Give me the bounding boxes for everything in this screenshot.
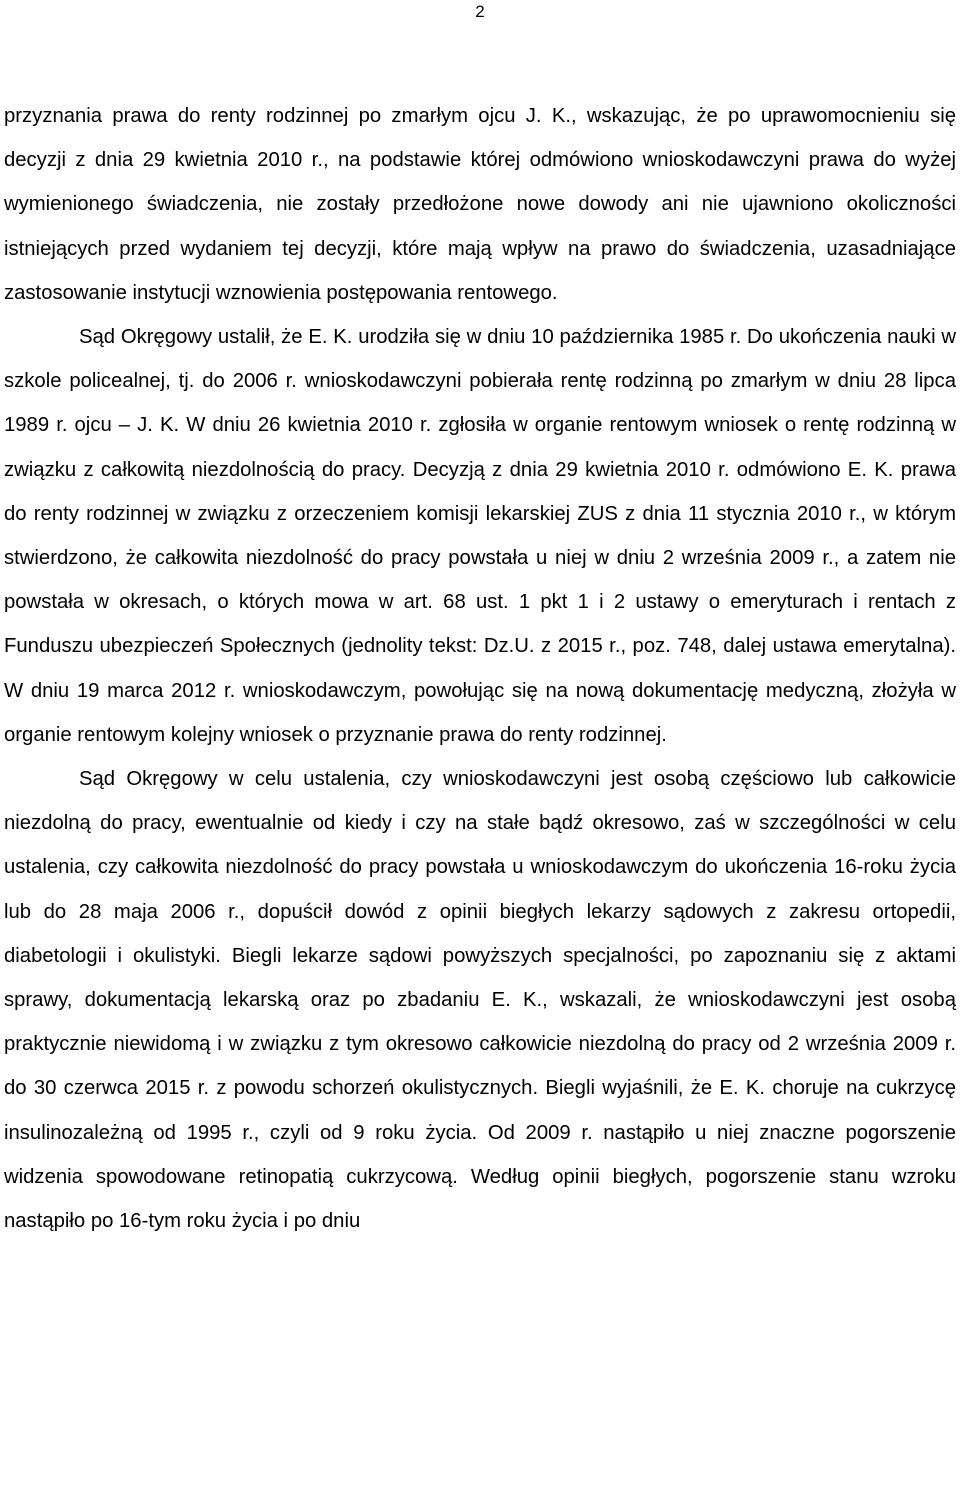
paragraph: przyznania prawa do renty rodzinnej po zmarłym ojcu J. K., wskazując, że po uprawomocnieniu się decyzji z dnia 29 kwietnia 2010 r., na podstawie której odmówiono wnioskodawczyni prawa do wyżej wymienionego świadczenia, nie zostały przedłożone nowe dowody ani nie ujawniono okoliczności istniejących przed wydaniem tej decyzji, które mają wpływ na prawo do świadczenia, uzasadniające zastosowanie instytucji wznowienia postępowania rentowego. — [4, 105, 956, 304]
paragraph: Sąd Okręgowy ustalił, że E. K. urodziła się w dniu 10 października 1985 r. Do ukończenia nauki w szkole policealnej, tj. do 2006 r. wnioskodawczyni pobierała rentę rodzinną po zmarłym w dniu 28 lipca 1989 r. ojcu – J. K. W dniu 26 kwietnia 2010 r. zgłosiła w organie rentowym wniosek o rentę rodzinną w związku z całkowitą niezdolnością do pracy. Decyzją z dnia 29 kwietnia 2010 r. odmówiono E. K. prawa do renty rodzinnej w związku z orzeczeniem komisji lekarskiej ZUS z dnia 11 stycznia 2010 r., w którym stwierdzono, że całkowita niezdolność do pracy powstała u niej w dniu 2 września 2009 r., a zatem nie powstała w okresach, o których mowa w art. 68 ust. 1 pkt 1 i 2 ustawy o emeryturach i rentach z Funduszu ubezpieczeń Społecznych (jednolity tekst: Dz.U. z 2015 r., poz. 748, dalej ustawa emerytalna). W dniu 19 marca 2012 r. wnioskodawczym, powołując się na nową dokumentację medyczną, złożyła w organie rentowym kolejny wniosek o przyznanie prawa do renty rodzinnej. — [4, 326, 956, 746]
paragraph: Sąd Okręgowy w celu ustalenia, czy wnioskodawczyni jest osobą częściowo lub całkowicie niezdolną do pracy, ewentualnie od kiedy i czy na stałe bądź okresowo, zaś w szczególności w celu ustalenia, czy całkowita niezdolność do pracy powstała u wnioskodawczym do ukończenia 16-roku życia lub do 28 maja 2006 r., dopuścił dowód z opinii biegłych lekarzy sądowych z zakresu ortopedii, diabetologii i okulistyki. Biegli lekarze sądowi powyższych specjalności, po zapoznaniu się z aktami sprawy, dokumentacją lekarską oraz po zbadaniu E. K., wskazali, że wnioskodawczyni jest osobą praktycznie niewidomą i w związku z tym okresowo całkowicie niezdolną do pracy od 2 września 2009 r. do 30 czerwca 2015 r. z powodu schorzeń okulistycznych. Biegli wyjaśnili, że E. K. choruje na cukrzycę insulinozależną od 1995 r., czyli od 9 roku życia. Od 2009 r. nastąpiło u niej znaczne pogorszenie widzenia spowodowane retinopatią cukrzycową. Według opinii biegłych, pogorszenie stanu wzroku nastąpiło po 16-tym roku życia i po dniu — [4, 768, 956, 1233]
document-body — [4, 94, 956, 1243]
page-number: 2 — [475, 2, 485, 21]
